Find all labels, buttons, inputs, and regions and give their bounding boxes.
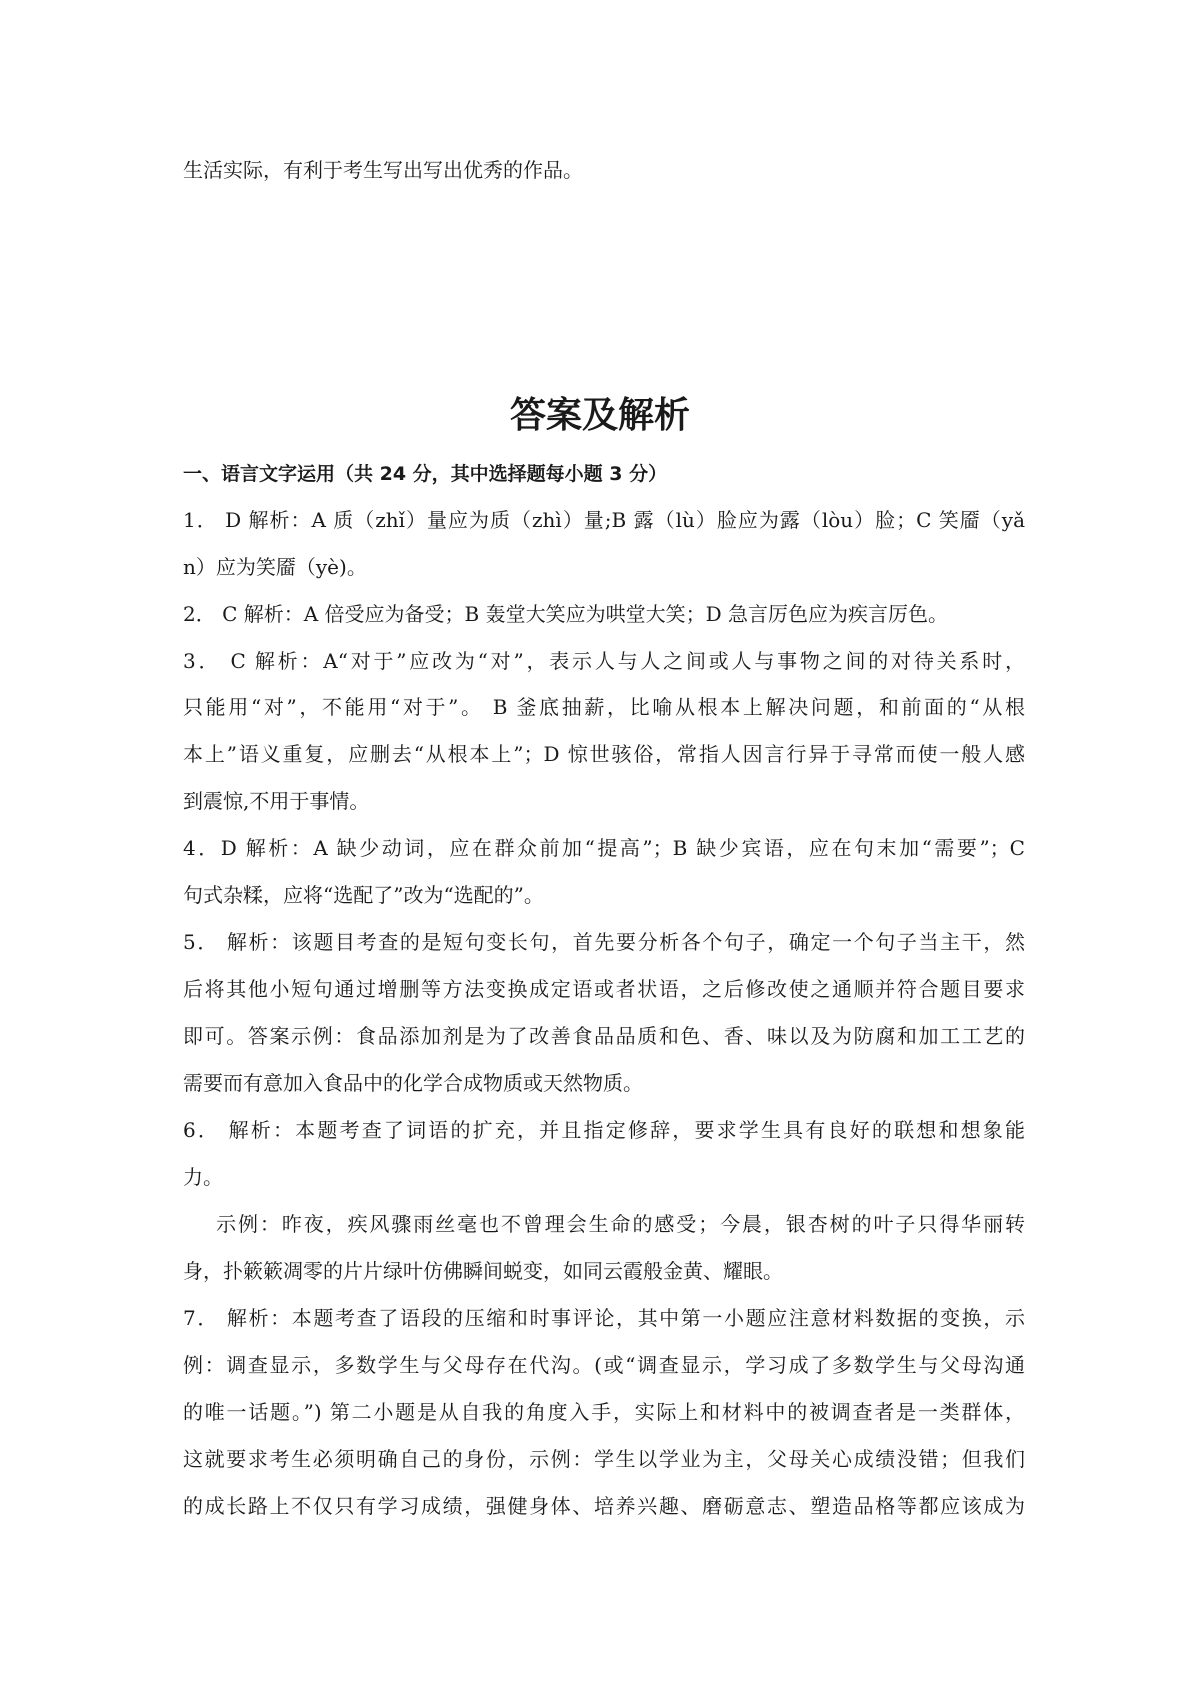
- answer-line: 句式杂糅，应将“选配了”改为“选配的”。: [183, 883, 544, 907]
- answer-line: 5． 解析：该题目考查的是短句变长句，首先要分析各个句子，确定一个句子当主干，然: [183, 930, 1025, 954]
- answer-line: 1． D 解析：A 质（zhǐ）量应为质（zhì）量;B 露（lù）脸应为露（lòu）脸；C 笑靥（yǎ: [183, 508, 1025, 532]
- answer-line: 身，扑簌簌凋零的片片绿叶仿佛瞬间蜕变，如同云霞般金黄、耀眼。: [183, 1259, 783, 1283]
- answer-line: 到震惊,不用于事情。: [183, 789, 370, 813]
- answer-line: 力。: [183, 1165, 223, 1189]
- answer-line: 4．D 解析：A 缺少动词，应在群众前加“提高”；B 缺少宾语，应在句末加“需要”；C: [183, 836, 1025, 860]
- answer-line: 3． C 解析：A“对于”应改为“对”，表示人与人之间或人与事物之间的对待关系时，: [183, 649, 1025, 673]
- answer-line: 需要而有意加入食品中的化学合成物质或天然物质。: [183, 1071, 643, 1095]
- answer-line: 后将其他小短句通过增删等方法变换成定语或者状语，之后修改使之通顺并符合题目要求: [183, 977, 1025, 1001]
- answer-line: 2． C 解析：A 倍受应为备受；B 轰堂大笑应为哄堂大笑；D 急言厉色应为疾言厉色。: [183, 602, 948, 626]
- continuation-line: 生活实际，有利于考生写出写出优秀的作品。: [183, 158, 583, 182]
- answer-line: 示例：昨夜，疾风骤雨丝毫也不曾理会生命的感受；今晨，银杏树的叶子只得华丽转: [183, 1212, 1025, 1236]
- page-title: 答案及解析: [509, 395, 690, 436]
- answer-line: 只能用“对”，不能用“对于”。 B 釜底抽薪，比喻从根本上解决问题，和前面的“从根: [183, 695, 1025, 719]
- answer-line: 这就要求考生必须明确自己的身份，示例：学生以学业为主，父母关心成绩没错；但我们: [183, 1447, 1025, 1471]
- answer-line: 例：调查显示，多数学生与父母存在代沟。(或“调查显示，学习成了多数学生与父母沟通: [183, 1353, 1025, 1377]
- answer-line: 本上”语义重复，应删去“从根本上”；D 惊世骇俗，常指人因言行异于寻常而使一般人感: [183, 742, 1025, 766]
- answer-line: 的唯一话题。”) 第二小题是从自我的角度入手，实际上和材料中的被调查者是一类群体，: [183, 1400, 1025, 1424]
- answer-line: 的成长路上不仅只有学习成绩，强健身体、培养兴趣、磨砺意志、塑造品格等都应该成为: [183, 1494, 1025, 1518]
- answer-line: n）应为笑靥（yè)。: [183, 555, 367, 579]
- answer-line: 6． 解析：本题考查了词语的扩充，并且指定修辞，要求学生具有良好的联想和想象能: [183, 1118, 1025, 1142]
- answer-line: 即可。答案示例：食品添加剂是为了改善食品品质和色、香、味以及为防腐和加工工艺的: [183, 1024, 1025, 1048]
- section-heading: 一、语言文字运用（共 24 分，其中选择题每小题 3 分）: [183, 463, 668, 485]
- answer-line: 7． 解析：本题考查了语段的压缩和时事评论，其中第一小题应注意材料数据的变换，示: [183, 1306, 1025, 1330]
